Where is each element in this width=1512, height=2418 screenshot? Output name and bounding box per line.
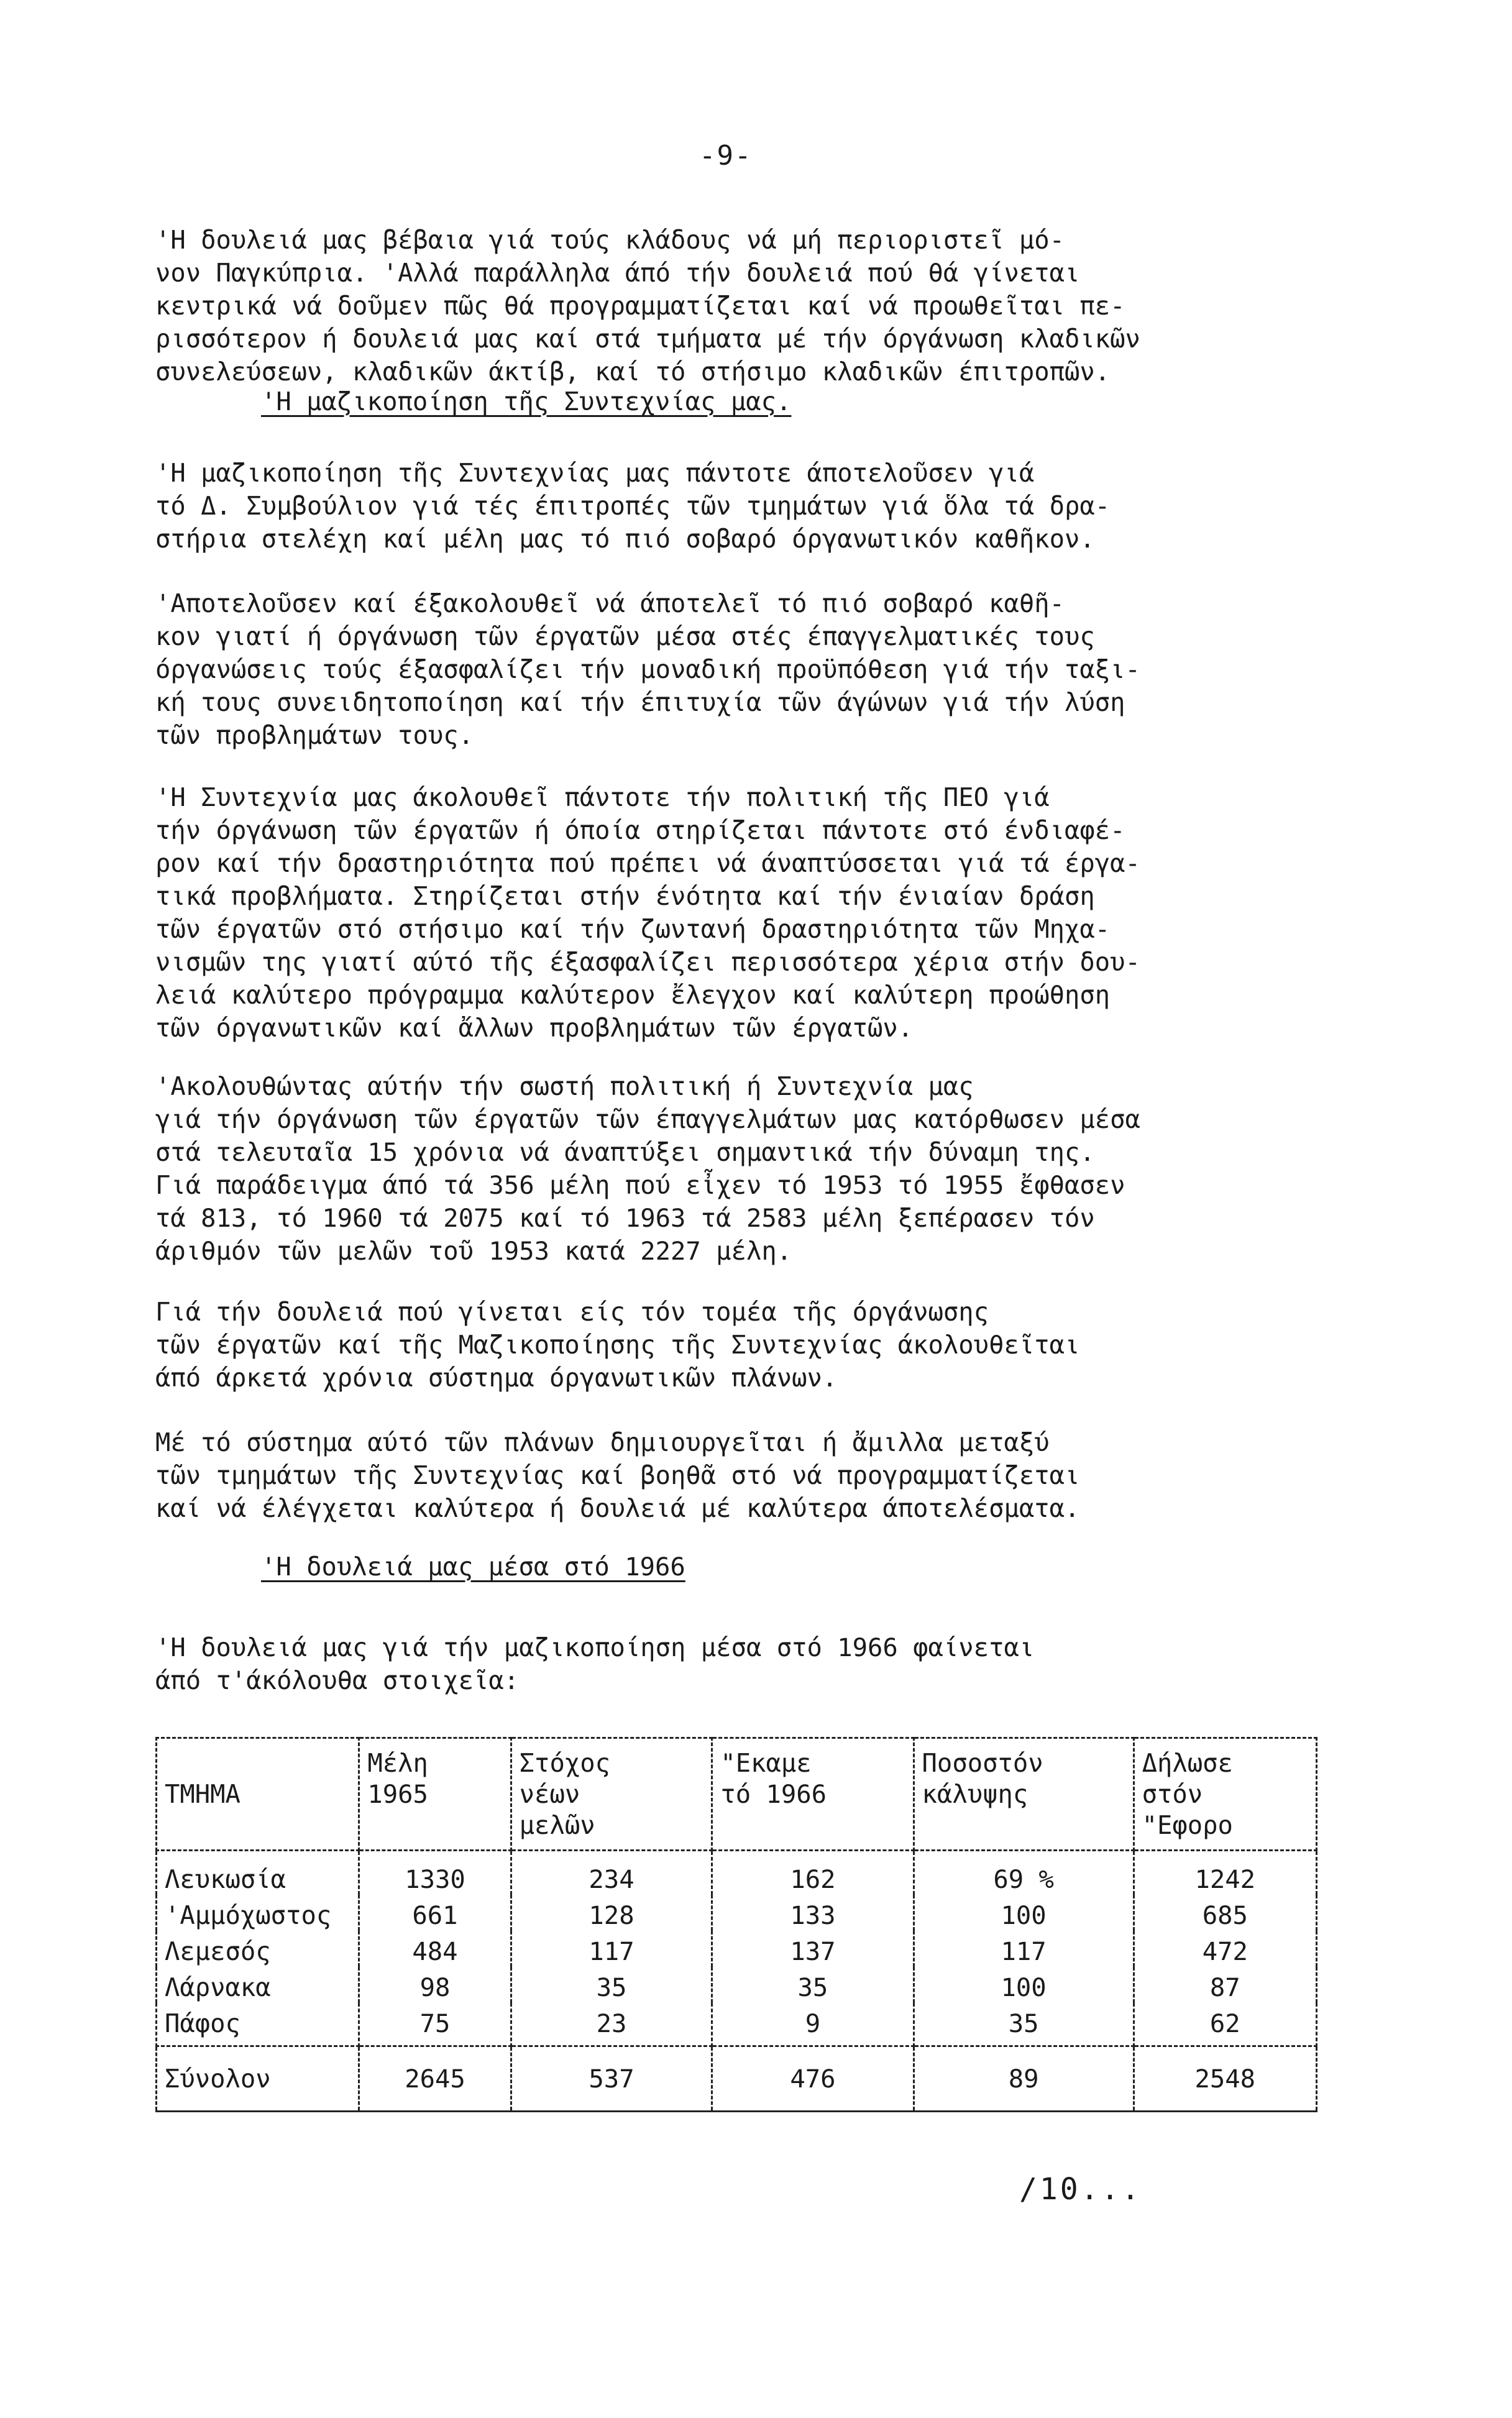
target-new: 35: [511, 1967, 712, 2003]
target-new: 128: [511, 1895, 712, 1931]
declared: 1242: [1134, 1851, 1316, 1895]
next-page-marker: /10...: [1019, 2172, 1142, 2207]
table-header-row: [157, 1738, 1317, 1851]
region-name: Λάρνακα: [157, 1967, 359, 2003]
total-coverage: 89: [914, 2046, 1134, 2112]
members-1965: 75: [359, 2003, 511, 2046]
header-members-1965: Μέλη 1965: [359, 1738, 511, 1851]
region-name: Λευκωσία: [157, 1851, 359, 1895]
region-name: Λεμεσός: [157, 1931, 359, 1967]
done-1966: 133: [712, 1895, 914, 1931]
done-1966: 35: [712, 1967, 914, 2003]
total-target-new: 537: [511, 2046, 712, 2112]
table-row: [157, 1931, 1317, 1967]
header-coverage-percent: Ποσοστόν κάλυψης: [914, 1738, 1134, 1851]
members-1965: 484: [359, 1931, 511, 1967]
total-done-1966: 476: [712, 2046, 914, 2112]
header-target-new-members: Στόχος νέων μελῶν: [511, 1738, 712, 1851]
done-1966: 137: [712, 1931, 914, 1967]
members-1965: 98: [359, 1967, 511, 2003]
declared: 472: [1134, 1931, 1316, 1967]
members-1965: 661: [359, 1895, 511, 1931]
coverage: 117: [914, 1931, 1134, 1967]
paragraph-4: 'Η Συντεχνία μας άκολουθεῖ πάντοτε τήν πολιτική τῆς ΠΕΟ γιά τήν όργάνωση τῶν έργατῶν ή όποία στηρίζεται πάντοτε στό ένδιαφέ- ρον καί τήν δραστηριότητα πού πρέπει νά άναπτύσσεται γιά τά έργα- τικά προβλήματα. Στηρίζεται στήν ένότητα καί τήν ένιαίαν δράση τῶν έργατῶν στό στήσιμο καί τήν ζωντανή δραστηριότητα τῶν Μηχα- νισμῶν της γιατί αύτό τῆς έξασφαλίζει περισσότερα χέρια στήν δου- λειά καλύτερο πρόγραμμα καλύτερον ἔλεγχον καί καλύτερη προώθηση τῶν όργανωτικῶν καί ἄλλων προβλημάτων τῶν έργατῶν.: [155, 782, 1140, 1043]
coverage: 69 %: [914, 1851, 1134, 1895]
paragraph-5: 'Ακολουθώντας αύτήν τήν σωστή πολιτική ή Συντεχνία μας γιά τήν όργάνωση τῶν έργατῶν τῶν έπαγγελμάτων μας κατόρθωσεν μέσα στά τελευταῖα 15 χρόνια νά άναπτύξει σημαντικά τήν δύναμη της. Γιά παράδειγμα άπό τά 356 μέλη πού εἶχεν τό 1953 τό 1955 ἔφθασεν τά 813, τό 1960 τά 2075 καί τό 1963 τά 2583 μέλη ξεπέρασεν τόν άριθμόν τῶν μελῶν τοῦ 1953 κατά 2227 μέλη.: [155, 1071, 1140, 1266]
coverage: 100: [914, 1895, 1134, 1931]
header-done-1966: "Εκαμε τό 1966: [712, 1738, 914, 1851]
statistics-table-wrapper: [155, 1737, 1317, 2112]
heading-mass: 'Η μαζικοποίηση τῆς Συντεχνίας μας.: [261, 387, 792, 416]
target-new: 117: [511, 1931, 712, 1967]
total-declared: 2548: [1134, 2046, 1316, 2112]
declared: 685: [1134, 1895, 1316, 1931]
region-name: 'Αμμόχωστος: [157, 1895, 359, 1931]
total-label: Σύνολον: [157, 2046, 359, 2112]
region-name: Πάφος: [157, 2003, 359, 2046]
heading-work-1966: 'Η δουλειά μας μέσα στό 1966: [261, 1552, 685, 1582]
header-declared-registrar: Δήλωσε στόν "Εφορο: [1134, 1738, 1316, 1851]
table-row: [157, 1895, 1317, 1931]
done-1966: 162: [712, 1851, 914, 1895]
paragraph-2: 'Η μαζικοποίηση τῆς Συντεχνίας μας πάντοτε άποτελοῦσεν γιά τό Δ. Συμβούλιον γιά τές έπιτροπές τῶν τμημάτων γιά ὅλα τά δρα- στήρια στελέχη καί μέλη μας τό πιό σοβαρό όργανωτικόν καθῆκον.: [155, 458, 1111, 554]
table-intro: 'Η δουλειά μας γιά τήν μαζικοποίηση μέσα στό 1966 φαίνεται άπό τ'άκόλουθα στοιχεῖα:: [155, 1633, 1035, 1695]
coverage: 100: [914, 1967, 1134, 2003]
membership-table: [155, 1737, 1317, 2112]
paragraph-6: Γιά τήν δουλειά πού γίνεται είς τόν τομέα τῆς όργάνωσης τῶν έργατῶν καί τῆς Μαζικοποίησης τῆς Συντεχνίας άκολουθεῖται άπό άρκετά χρόνια σύστημα όργανωτικῶν πλάνων.: [155, 1297, 1080, 1393]
table-row: [157, 1851, 1317, 1895]
paragraph-3: 'Αποτελοῦσεν καί έξακολουθεῖ νά άποτελεῖ τό πιό σοβαρό καθῆ- κον γιατί ή όργάνωση τῶν έργατῶν μέσα στές έπαγγελματικές τους όργανώσεις τούς έξασφαλίζει τήν μοναδική προϋπόθεση γιά τήν ταξι- κή τους συνειδητοποίηση καί τήν έπιτυχία τῶν άγώνων γιά τήν λύση τῶν προβλημάτων τους.: [155, 588, 1140, 750]
table-row: [157, 2003, 1317, 2046]
header-section: ΤΜΗΜΑ: [157, 1738, 359, 1851]
paragraph-1: 'Η δουλειά μας βέβαια γιά τούς κλάδους νά μή περιοριστεῖ μό- νον Παγκύπρια. 'Αλλά παράλληλα άπό τήν δουλειά πού θά γίνεται κεντρικά νά δοῦμεν πῶς θά προγραμματίζεται καί νά προωθεῖται πε- ρισσότερον ή δουλειά μας καί στά τμήματα μέ τήν όργάνωση κλαδικῶν συνελεύσεων, κλαδικῶν άκτίβ, καί τό στήσιμο κλαδικῶν έπιτροπῶν.: [155, 225, 1140, 387]
members-1965: 1330: [359, 1851, 511, 1895]
coverage: 35: [914, 2003, 1134, 2046]
declared: 62: [1134, 2003, 1316, 2046]
paragraph-7: Μέ τό σύστημα αύτό τῶν πλάνων δημιουργεῖται ή ἄμιλλα μεταξύ τῶν τμημάτων τῆς Συντεχνίας καί βοηθᾶ στό νά προγραμματίζεται καί νά έλέγχεται καλύτερα ή δουλειά μέ καλύτερα άποτελέσματα.: [155, 1427, 1080, 1523]
declared: 87: [1134, 1967, 1316, 2003]
table-row: [157, 1967, 1317, 2003]
page-number: -9-: [699, 140, 753, 172]
total-members-1965: 2645: [359, 2046, 511, 2112]
table-total-row: [157, 2046, 1317, 2112]
target-new: 23: [511, 2003, 712, 2046]
done-1966: 9: [712, 2003, 914, 2046]
target-new: 234: [511, 1851, 712, 1895]
